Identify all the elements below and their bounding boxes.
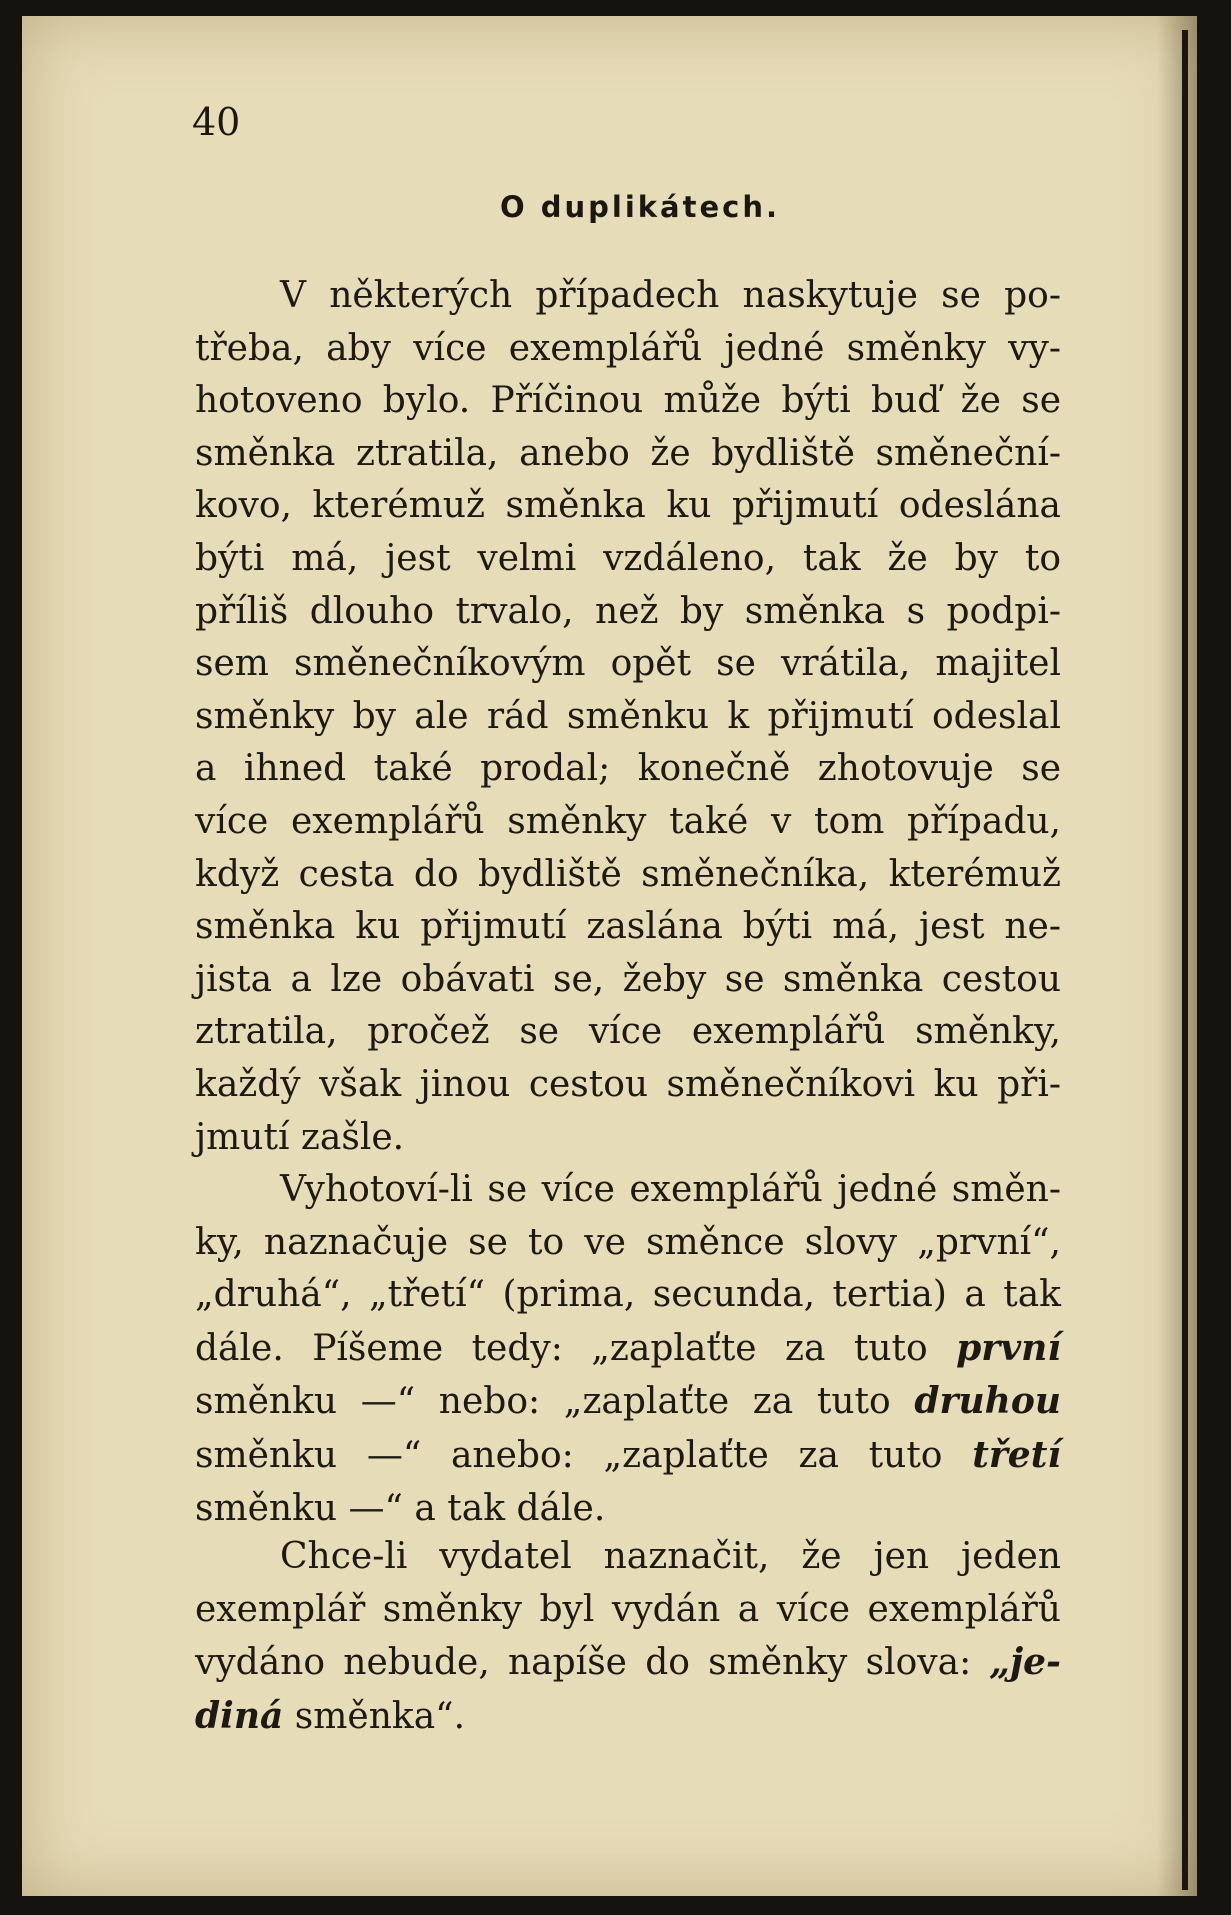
text-line: kovo, kterémuž směnka ku přijmutí odeslána	[195, 485, 1061, 527]
book-spine-edge	[1182, 30, 1188, 1890]
text-run: směnku —“ nebo: „zaplaťte za tuto	[195, 1381, 915, 1423]
emphasis-word: třetí	[972, 1433, 1061, 1476]
text-line: ztratila, pročež se více exemplářů směnky,	[195, 1011, 1061, 1053]
emphasis-word: diná	[195, 1694, 284, 1737]
text-line: směnka ztratila, anebo že bydliště směneční-	[195, 432, 1061, 474]
paragraph-2	[195, 1164, 1061, 1535]
text-line	[195, 1375, 1061, 1429]
text-line	[195, 1322, 1061, 1376]
text-line: hotoveno bylo. Příčinou může býti buď že se	[195, 380, 1061, 422]
text-line: více exemplářů směnky také v tom případu,	[195, 800, 1061, 842]
text-line	[195, 1690, 1061, 1744]
page-edge-shadow	[1157, 16, 1197, 1896]
paragraph-3	[195, 1531, 1061, 1743]
text-line: ky, naznačuje se to ve směnce slovy „první“,	[195, 1221, 1061, 1263]
text-line: když cesta do bydliště směnečníka, kterémuž	[195, 853, 1061, 895]
text-line: Chce-li vydatel naznačit, že jen jeden	[280, 1536, 1061, 1577]
text-line: „druhá“, „třetí“ (prima, secunda, tertia) a tak	[195, 1274, 1061, 1316]
text-line: býti má, jest velmi vzdáleno, tak že by to	[195, 537, 1061, 579]
emphasis-word: druhou	[914, 1380, 1061, 1423]
chapter-title: O duplikátech.	[499, 190, 781, 224]
emphasis-word: první	[956, 1326, 1061, 1369]
text-line: jista a lze obávati se, žeby se směnka cestou	[195, 958, 1061, 1000]
text-run: směnka“.	[283, 1695, 466, 1737]
emphasis-word: „je-	[989, 1641, 1061, 1684]
text-run: směnku —“ anebo: „zaplaťte za tuto	[195, 1434, 973, 1476]
text-line: Vyhotoví-li se více exemplářů jedné směn-	[280, 1169, 1061, 1210]
paragraph-1	[195, 270, 1061, 1164]
text-line: příliš dlouho trvalo, než by směnka s podpi-	[195, 590, 1061, 632]
text-run: vydáno nebude, napíše do směnky slova:	[195, 1642, 990, 1684]
page-number: 40	[192, 100, 241, 144]
text-line: sem směnečníkovým opět se vrátila, majitel	[195, 643, 1061, 685]
text-line: V některých případech naskytuje se po-	[280, 275, 1061, 316]
text-line: třeba, aby více exemplářů jedné směnky vy-	[195, 327, 1061, 369]
text-line: směnky by ale rád směnku k přijmutí odeslal	[195, 695, 1061, 737]
text-line	[195, 1429, 1061, 1483]
text-line: směnku —“ a tak dále.	[195, 1487, 606, 1529]
text-line: směnka ku přijmutí zaslána býti má, jest ne-	[195, 906, 1061, 948]
text-run: dále. Píšeme tedy: „zaplaťte za tuto	[195, 1327, 957, 1369]
text-line: jmutí zašle.	[195, 1116, 405, 1158]
text-line: a ihned také prodal; konečně zhotovuje se	[195, 748, 1061, 790]
text-line	[195, 1636, 1061, 1690]
text-line: exemplář směnky byl vydán a více exemplářů	[195, 1588, 1061, 1630]
text-line: každý však jinou cestou směnečníkovi ku při-	[195, 1063, 1061, 1105]
